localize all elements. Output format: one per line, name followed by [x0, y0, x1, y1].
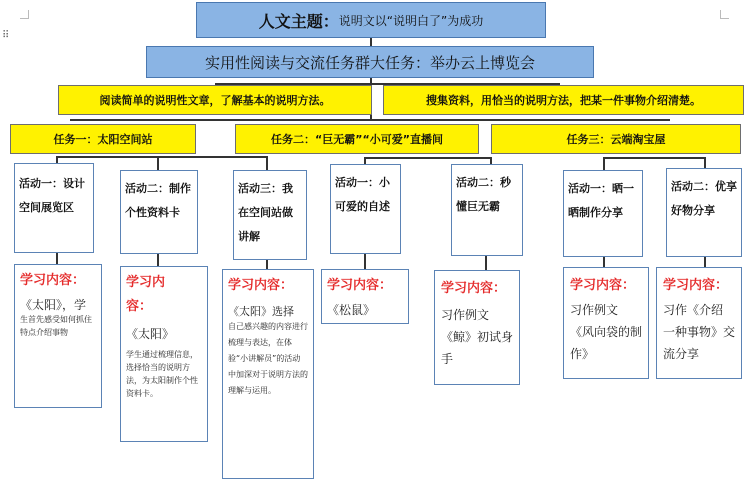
corner-mark	[20, 10, 29, 19]
goal-text-2: 搜集资料，用恰当的说明方法，把某一件事物介绍清楚。	[426, 94, 701, 107]
activity-label-3: 活动三：我在空间站做讲解	[238, 182, 293, 243]
connector	[266, 156, 268, 170]
activity-box-7	[666, 168, 742, 257]
activity-label-5: 活动二：秒懂巨无霸	[456, 176, 511, 213]
content-label: 学习内容：	[663, 278, 729, 293]
task-box-1	[10, 124, 196, 154]
connector	[266, 260, 268, 269]
content-box-7	[656, 267, 742, 379]
content-body-7: 一种事物》交流分享	[663, 325, 736, 361]
connector	[364, 254, 366, 269]
content-box-4	[321, 269, 409, 324]
content-label: 学习内容：	[327, 278, 393, 293]
connector	[704, 157, 706, 168]
content-body-2: 学生通过梳理信息，选择恰当的说明方法，为太阳制作个性资料卡。	[126, 350, 198, 398]
connector	[704, 257, 706, 267]
content-label: 学习内容：	[441, 281, 507, 296]
content-box-5	[434, 270, 520, 385]
content-title-5: 习作例文	[441, 308, 490, 322]
activity-label-6: 活动一：晒一晒制作分享	[568, 182, 634, 219]
content-label: 学习内容：	[570, 278, 636, 293]
activity-box-2	[120, 170, 198, 254]
connector	[603, 157, 706, 159]
content-title-2: 《太阳》	[126, 327, 175, 341]
connector	[56, 156, 58, 163]
content-label: 学习内容：	[228, 278, 294, 293]
content-body-1: 生首先感受如何抓住特点介绍事物	[20, 315, 92, 337]
connector	[364, 157, 492, 159]
goal-box-1	[58, 85, 372, 115]
task-label-3: 任务三：云端淘宝屋	[566, 133, 666, 146]
content-box-3	[222, 269, 314, 479]
content-box-1	[14, 264, 102, 408]
activity-label-1: 活动一：设计空间展览区	[19, 177, 85, 214]
content-box-6	[563, 267, 649, 379]
connector	[157, 254, 159, 266]
theme-prefix: 人文主题：	[258, 11, 339, 31]
connector	[370, 38, 372, 46]
content-body-6: 《风向袋的制作》	[570, 325, 643, 361]
activity-label-4: 活动一：小可爱的自述	[335, 176, 390, 213]
theme-box	[196, 2, 546, 38]
activity-box-5	[451, 164, 523, 256]
content-body-5: 《鲸》初试身手	[441, 330, 514, 366]
content-body-3: 自己感兴趣的内容进行梳理与表达，在体验“小讲解员”的活动中加深对于说明方法的理解与运用。	[228, 322, 308, 395]
activity-box-6	[563, 170, 643, 257]
connector	[603, 257, 605, 267]
content-label: 学习内容：	[126, 275, 166, 314]
content-title-6: 习作例文	[570, 303, 619, 317]
task-box-2	[235, 124, 479, 154]
activity-box-3	[233, 170, 307, 260]
connector	[364, 157, 366, 164]
activity-label-2: 活动二：制作个性资料卡	[125, 182, 191, 219]
corner-mark	[720, 10, 729, 19]
content-title-3: 《太阳》选择	[228, 305, 294, 318]
content-title-7: 习作《介绍	[663, 303, 724, 317]
connector	[603, 157, 605, 170]
activity-label-7: 活动二：优享好物分享	[671, 180, 737, 217]
connector	[490, 157, 492, 164]
task-label-1: 任务一：太阳空间站	[53, 133, 153, 146]
connector	[485, 256, 487, 270]
big-task-box	[146, 46, 594, 78]
task-box-3	[491, 124, 741, 154]
connector	[56, 253, 58, 264]
drag-handle-icon[interactable]: ⠿	[2, 30, 10, 41]
content-box-2	[120, 266, 208, 442]
task-label-2: 任务二：“巨无霸”“小可爱”直播间	[271, 133, 443, 146]
activity-box-1	[14, 163, 94, 253]
connector	[56, 156, 266, 158]
connector	[370, 115, 372, 120]
content-label: 学习内容：	[20, 273, 86, 288]
content-title-1: 《太阳》，学	[20, 298, 87, 312]
big-task-title: 实用性阅读与交流任务群大任务：举办云上博览会	[204, 53, 535, 72]
theme-text: 说明文以“说明白了”为成功	[338, 13, 484, 28]
activity-box-4	[330, 164, 401, 254]
goal-box-2	[383, 85, 744, 115]
goal-text-1: 阅读简单的说明性文章，了解基本的说明方法。	[99, 94, 331, 107]
connector	[157, 156, 159, 170]
content-title-4: 《松鼠》	[327, 303, 376, 317]
